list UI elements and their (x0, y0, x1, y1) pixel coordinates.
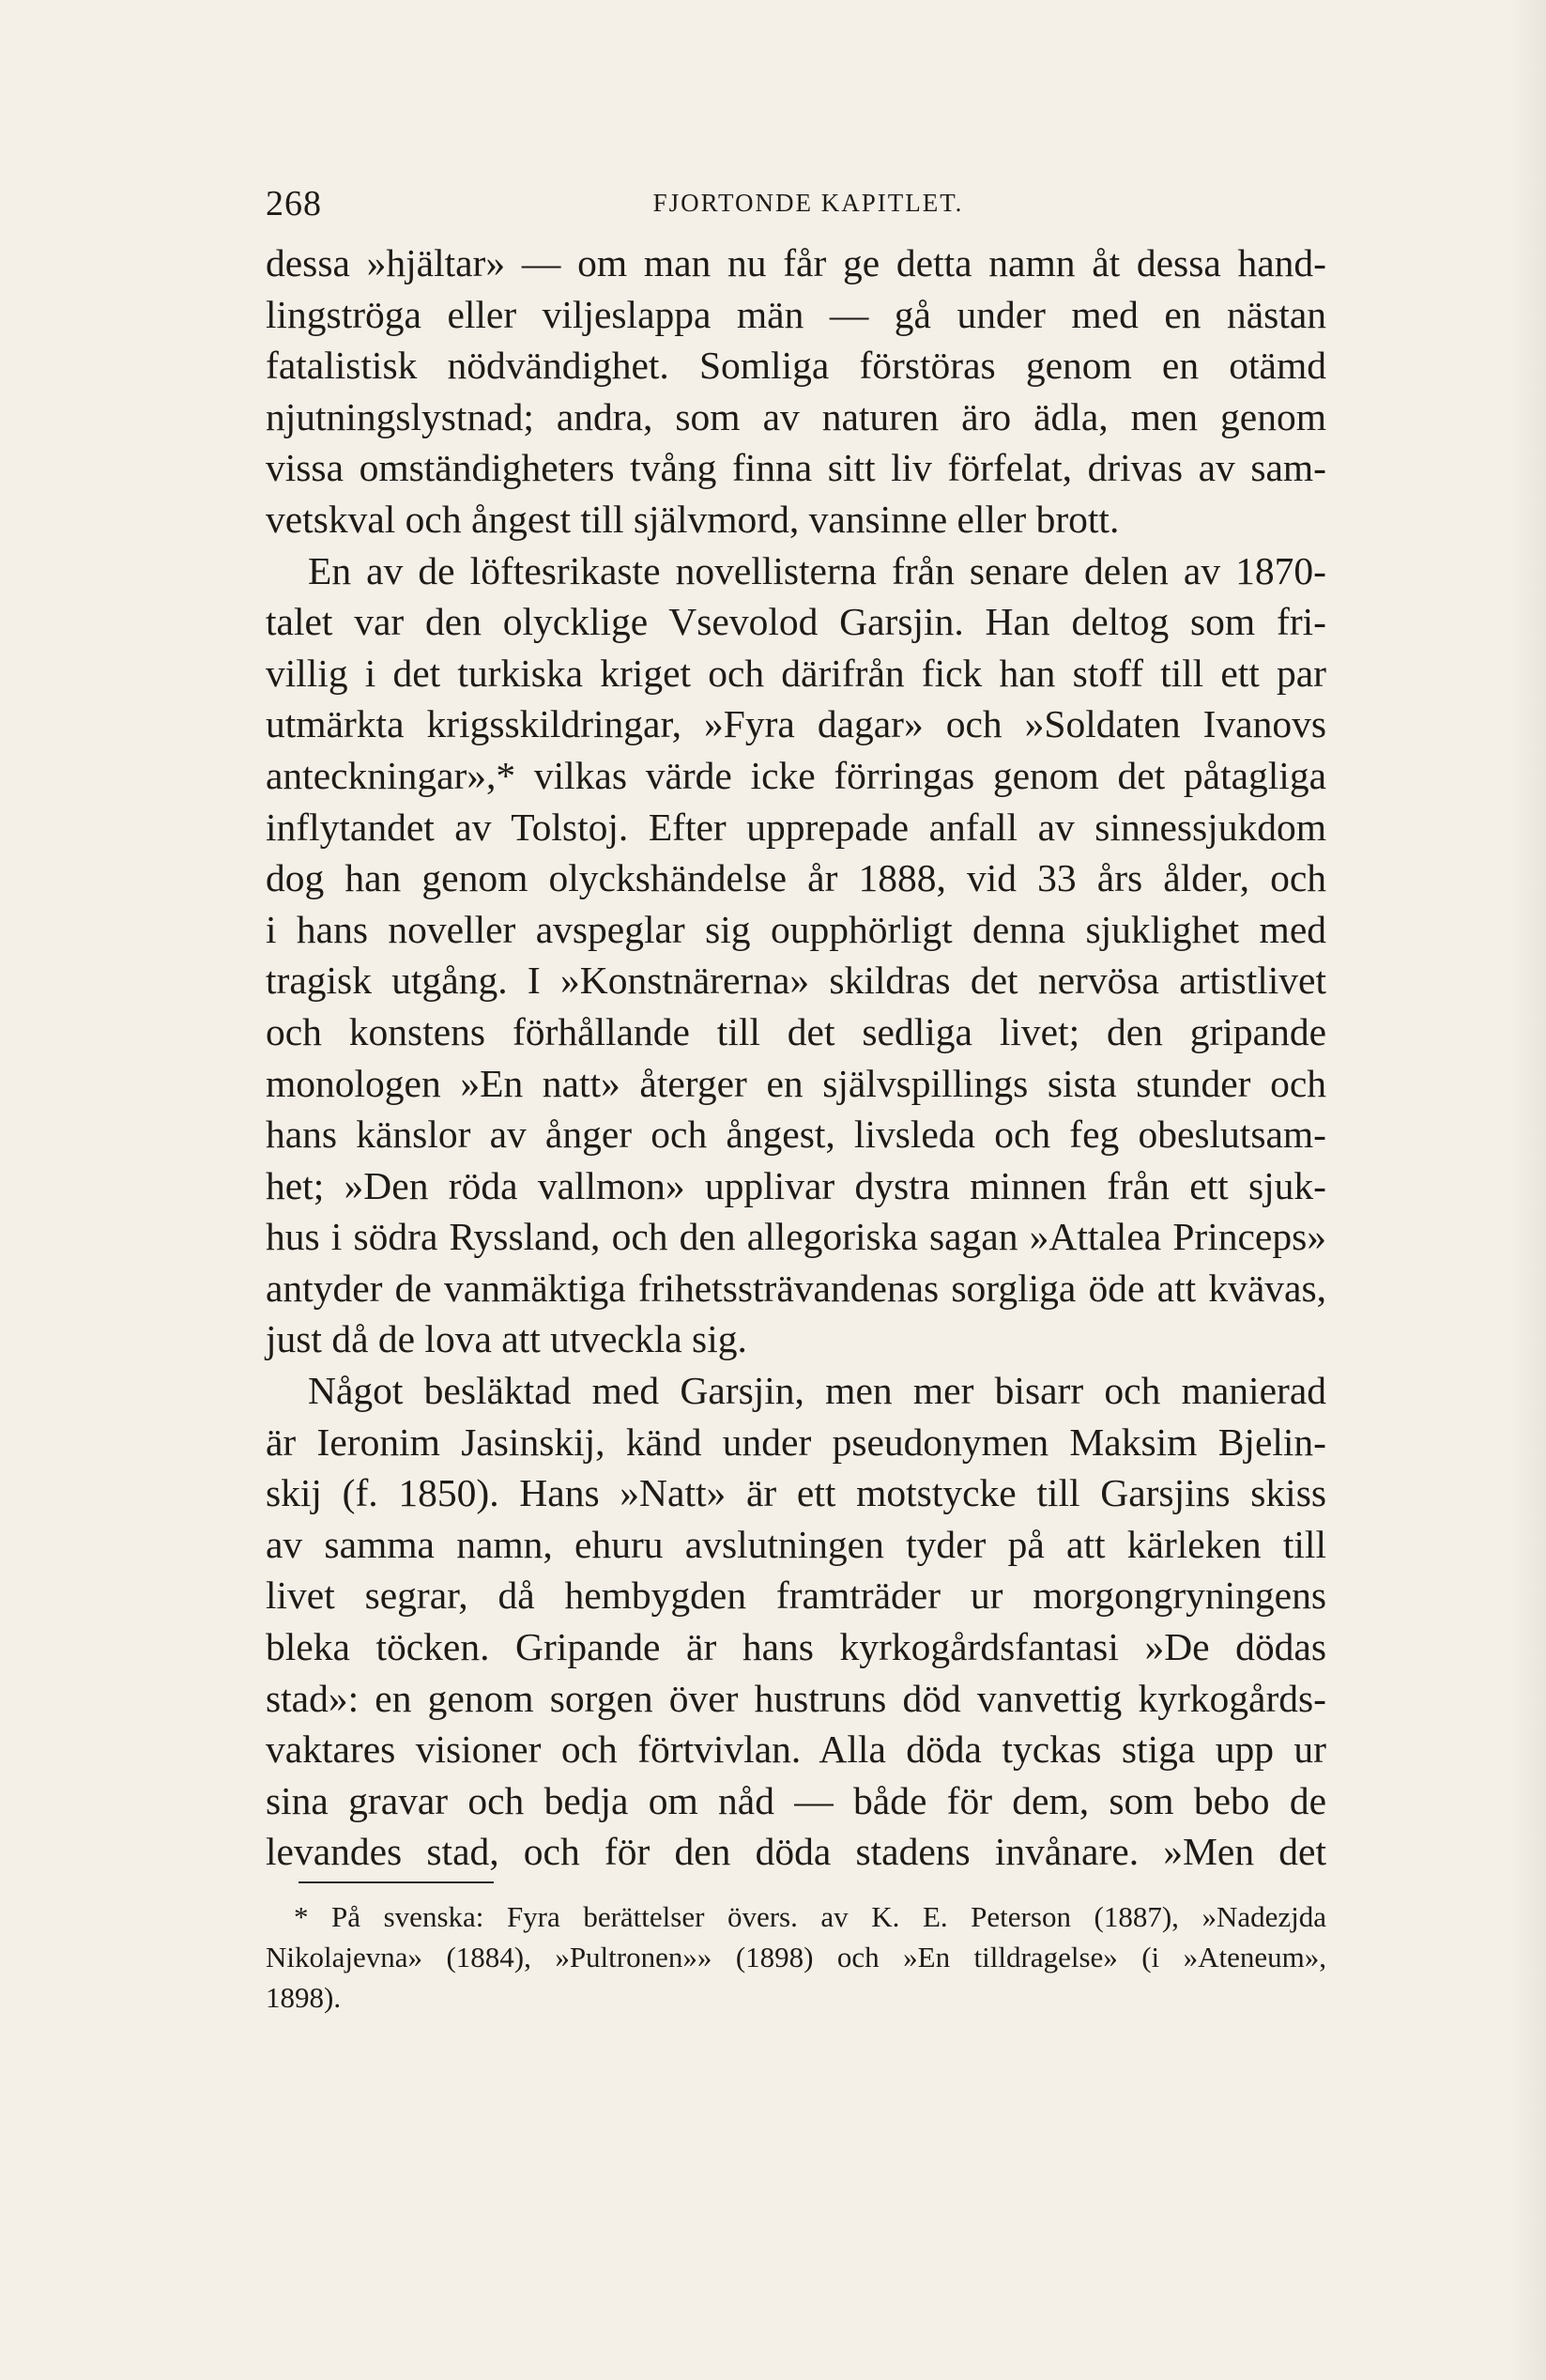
text-line: skij (f. 1850). Hans »Natt» är ett motstycke till Garsjins skiss (266, 1471, 1326, 1515)
text-line: levandes stad, och för den döda stadens invånare. »Men det (266, 1830, 1326, 1874)
text-line: är Ieronim Jasinskij, känd under pseudonymen Maksim Bjelin- (266, 1420, 1326, 1464)
text-line: sina gravar och bedja om nåd — både för dem, som bebo de (266, 1778, 1326, 1822)
text-line: vaktares visioner och förtvivlan. Alla döda tyckas stiga upp ur (266, 1727, 1326, 1772)
text-line: av samma namn, ehuru avslutningen tyder på att kärleken till (266, 1522, 1326, 1566)
page-number: 268 (266, 184, 322, 223)
footnote-divider (298, 1881, 494, 1883)
text-line: vissa omständigheters tvång finna sitt liv förfelat, drivas av sam- (266, 446, 1326, 490)
page-header (266, 183, 1351, 239)
text-line: het; »Den röda vallmon» upplivar dystra minnen från ett sjuk- (266, 1163, 1326, 1207)
text-line: vetskval och ångest till självmord, vansinne eller brott. (266, 497, 1120, 541)
footnote (266, 1896, 1326, 2018)
footnote-line: * På svenska: Fyra berättelser övers. av K. E. Peterson (1887), »Nadezjda (294, 1900, 1326, 1933)
text-line: tragisk utgång. I »Konstnärerna» skildras det nervösa artistlivet (266, 959, 1326, 1003)
text-line: talet var den olycklige Vsevolod Garsjin. Han deltog som fri- (266, 600, 1326, 644)
text-line: monologen »En natt» återger en självspillings sista stunder och (266, 1061, 1326, 1105)
text-line: utmärkta krigsskildringar, »Fyra dagar» och »Soldaten Ivanovs (266, 702, 1326, 746)
text-line: hans känslor av ånger och ångest, livsleda och feg obeslutsam- (266, 1113, 1326, 1157)
text-line: anteckningar»,* vilkas värde icke förringas genom det påtagliga (266, 753, 1326, 797)
footnote-line: Nikolajevna» (1884), »Pultronen»» (1898) och »En tilldragelse» (i »Ateneum», (266, 1941, 1326, 1973)
text-line: bleka töcken. Gripande är hans kyrkogårdsfantasi »De dödas (266, 1625, 1326, 1669)
text-line: njutningslystnad; andra, som av naturen äro ädla, men genom (266, 394, 1326, 438)
text-line: livet segrar, då hembygden framträder ur morgongryningens (266, 1574, 1326, 1618)
running-head: FJORTONDE KAPITLET. (652, 189, 964, 217)
text-line: i hans noveller avspeglar sig oupphörligt denna sjuklighet med (266, 907, 1326, 951)
footnote-line: 1898). (266, 1981, 342, 2014)
text-line: Något besläktad med Garsjin, men mer bisarr och manierad (308, 1369, 1326, 1413)
text-line: dog han genom olyckshändelse år 1888, vid 33 års ålder, och (266, 856, 1326, 900)
text-line: och konstens förhållande till det sedliga livet; den gripande (266, 1009, 1326, 1053)
text-line: dessa »hjältar» — om man nu får ge detta namn åt dessa hand- (266, 241, 1326, 284)
text-line: antyder de vanmäktiga frihetssträvandenas sorgliga öde att kvävas, (266, 1266, 1326, 1310)
text-line: just då de lova att utveckla sig. (266, 1317, 747, 1361)
text-line: lingströga eller viljeslappa män — gå under med en nästan (266, 292, 1326, 336)
body-text (266, 238, 1326, 1878)
text-line: stad»: en genom sorgen över hustruns död vanvettig kyrkogårds- (266, 1676, 1326, 1720)
text-line: En av de löftesrikaste novellisterna från senare delen av 1870- (308, 548, 1326, 592)
text-line: hus i södra Ryssland, och den allegoriska sagan »Attalea Princeps» (266, 1215, 1326, 1259)
text-line: inflytandet av Tolstoj. Efter upprepade anfall av sinnessjukdom (266, 805, 1326, 849)
text-line: villig i det turkiska kriget och därifrån fick han stoff till ett par (266, 651, 1326, 695)
page-edge-shadow (1510, 0, 1546, 2380)
text-line: fatalistisk nödvändighet. Somliga förstöras genom en otämd (266, 344, 1326, 388)
